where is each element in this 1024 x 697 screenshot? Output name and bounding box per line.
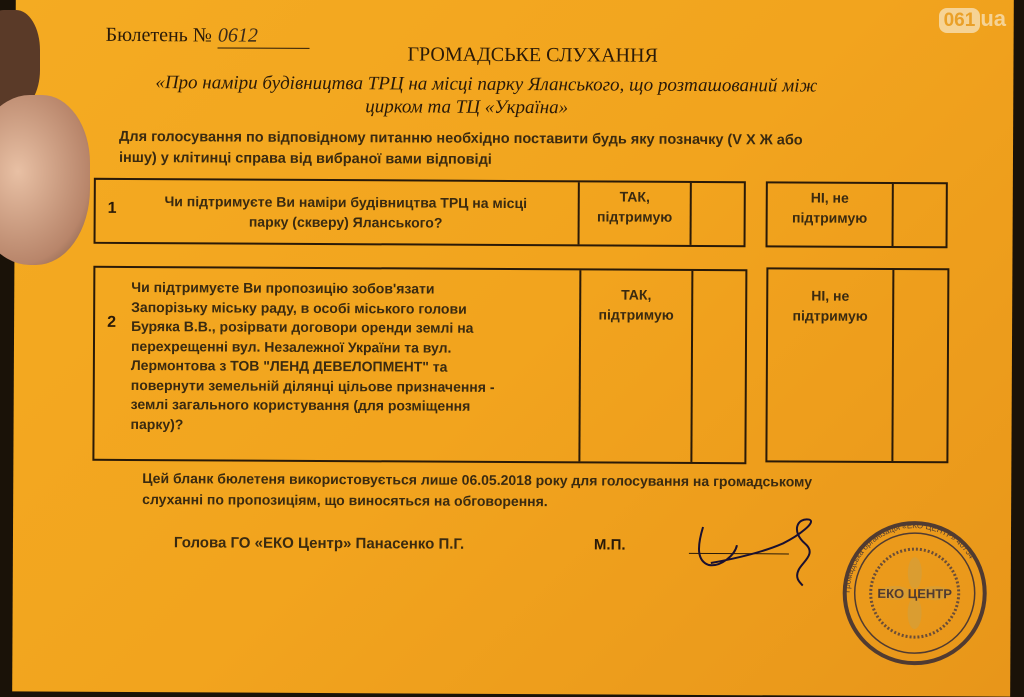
yes-label-cell — [578, 182, 690, 245]
ballot-number: 0612 — [218, 24, 310, 48]
watermark-number: 061 — [939, 8, 981, 33]
footer-line-1: Цей бланк бюлетеня використовується лише 06.05.2018 року для голосування на громадському — [142, 470, 813, 490]
instructions-line-1: Для голосування по відповідному питанню необхідно поставити будь яку позначку (V X Ж або — [119, 128, 803, 149]
watermark-logo — [939, 6, 1006, 32]
yes-label: ТАК, — [619, 188, 650, 205]
question-line: землі загального користування (для розміщення — [130, 395, 471, 414]
no-label: НІ, не — [811, 287, 850, 304]
question-number: 2 — [107, 313, 117, 331]
no-checkbox-2[interactable] — [891, 270, 947, 461]
ballot-paper — [12, 0, 1014, 697]
yes-checkbox-2[interactable] — [690, 271, 745, 462]
question-line: Чи підтримуєте Ви наміри будівництва ТРЦ на місці — [164, 193, 528, 212]
subtitle-line-1: «Про наміри будівництва ТРЦ на місці парку Яланського, що розташований між — [155, 72, 818, 97]
stamp — [834, 518, 995, 669]
question-2-no-box — [765, 267, 949, 463]
question-line: повернути земельній ділянці цільове призначення - — [130, 376, 495, 395]
no-label: підтримую — [792, 307, 868, 324]
question-2-box — [92, 266, 747, 464]
yes-label-cell — [578, 270, 691, 462]
signatory: Голова ГО «ЕКО Центр» Панасенко П.Г. — [173, 534, 465, 553]
question-line: парку)? — [130, 415, 184, 432]
question-line: Лермонтова з ТОВ "ЛЕНД ДЕВЕЛОПМЕНТ" та — [130, 356, 448, 375]
watermark-suffix: ua — [980, 6, 1006, 31]
question-line: парку (скверу) Яланського? — [248, 213, 443, 231]
yes-label: підтримую — [597, 208, 673, 225]
ballot-number-row — [106, 24, 310, 49]
ballot-label: Бюлетень № — [105, 23, 212, 47]
question-line: Запорізьку міську раду, в особі міського голови — [131, 298, 467, 317]
yes-checkbox-1[interactable] — [690, 183, 744, 245]
question-line: перехрещенні вул. Незалежної України та вул. — [130, 337, 452, 356]
question-text — [131, 278, 572, 436]
no-label: підтримую — [792, 209, 868, 226]
no-checkbox-1[interactable] — [892, 184, 946, 246]
seal-label: М.П. — [593, 536, 626, 554]
document-title: ГРОМАДСЬКЕ СЛУХАННЯ — [407, 43, 658, 67]
yes-label: ТАК, — [621, 286, 652, 303]
question-line: Чи підтримуєте Ви пропозицію зобов'язати — [131, 279, 435, 297]
yes-label: підтримую — [598, 306, 674, 323]
signature — [693, 517, 833, 588]
question-number: 1 — [107, 199, 117, 217]
question-text — [126, 192, 566, 233]
stamp-ring-text: Громадська організація «ЕКО ЦЕНТР» 40754 — [842, 521, 977, 593]
instructions-line-2: іншу) у клітинці справа від вибраної вами відповіді — [118, 149, 492, 168]
subtitle-line-2: цирком та ТЦ «Україна» — [365, 96, 569, 119]
question-1-no-box — [766, 181, 948, 248]
stamp-center-text: ЕКО ЦЕНТР — [877, 585, 952, 602]
no-label: НІ, не — [810, 189, 849, 206]
question-1-box — [94, 178, 746, 247]
question-line: Буряка В.В., розірвати договори оренди землі на — [131, 318, 474, 336]
footer-line-2: слуханні по пропозиціям, що виносяться на обговорення. — [142, 491, 548, 510]
